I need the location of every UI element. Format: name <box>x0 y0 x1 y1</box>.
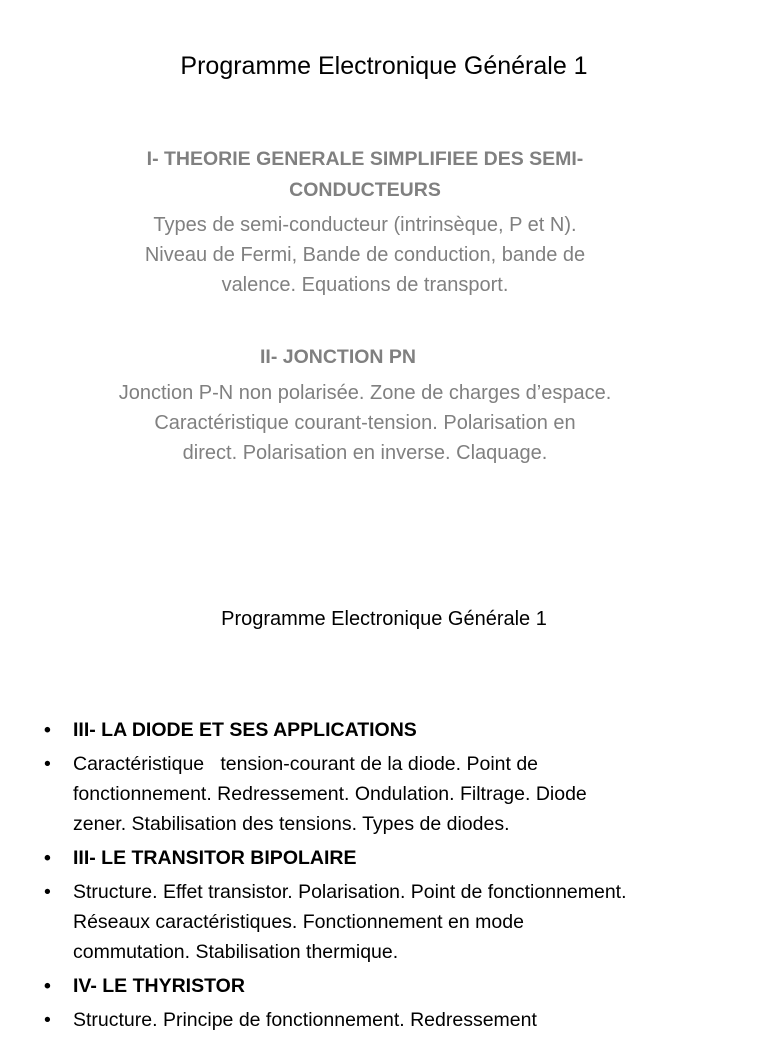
section2-body-line1: Jonction P-N non polarisée. Zone de charges d’espace. <box>118 382 612 404</box>
bullet-item <box>44 749 744 839</box>
bullet-line: zener. Stabilisation des tensions. Types de diodes. <box>73 813 510 835</box>
bullet-heading <box>44 843 744 873</box>
bullet-line: Structure. Effet transistor. Polarisation. Point de fonctionnement. <box>73 881 627 903</box>
section1-body-line3: valence. Equations de transport. <box>221 274 509 296</box>
bullet-line: Caractéristique tension-courant de la diode. Point de <box>73 753 539 775</box>
section2-body-line3: direct. Polarisation en inverse. Claquage. <box>182 442 548 464</box>
program-bullet-list <box>44 715 744 1039</box>
bullet-line: commutation. Stabilisation thermique. <box>73 941 399 963</box>
bullet-item <box>44 1005 744 1035</box>
bullet-line: III- LE TRANSITOR BIPOLAIRE <box>73 847 357 869</box>
section2-heading: II- JONCTION PN <box>259 346 416 368</box>
slide2-title: Programme Electronique Générale 1 <box>221 608 547 630</box>
section1-heading-line2: CONDUCTEURS <box>289 179 441 201</box>
section1-body <box>104 210 626 300</box>
slide1-title: Programme Electronique Générale 1 <box>180 52 588 80</box>
bullet-heading <box>44 715 744 745</box>
bullet-icon: • <box>44 1009 51 1031</box>
section2-body-line2: Caractéristique courant-tension. Polarisation en <box>154 412 576 434</box>
bullet-item <box>44 877 744 967</box>
section1-body-line1: Types de semi-conducteur (intrinsèque, P et N). <box>153 214 577 236</box>
bullet-line: Réseaux caractéristiques. Fonctionnement en mode <box>73 911 524 933</box>
section1-heading-line1: I- THEORIE GENERALE SIMPLIFIEE DES SEMI- <box>146 148 584 170</box>
bullet-heading <box>44 971 744 1001</box>
bullet-icon: • <box>44 881 51 903</box>
bullet-icon: • <box>44 847 51 869</box>
section2-body <box>80 378 650 468</box>
bullet-line: fonctionnement. Redressement. Ondulation. Filtrage. Diode <box>73 783 587 805</box>
bullet-icon: • <box>44 753 51 775</box>
bullet-line: Structure. Principe de fonctionnement. Redressement <box>73 1009 537 1031</box>
bullet-icon: • <box>44 975 51 997</box>
bullet-icon: • <box>44 719 51 741</box>
section1-body-line2: Niveau de Fermi, Bande de conduction, bande de <box>144 244 586 266</box>
bullet-line: IV- LE THYRISTOR <box>73 975 245 997</box>
bullet-line: III- LA DIODE ET SES APPLICATIONS <box>73 719 417 741</box>
section1-heading <box>130 144 600 206</box>
